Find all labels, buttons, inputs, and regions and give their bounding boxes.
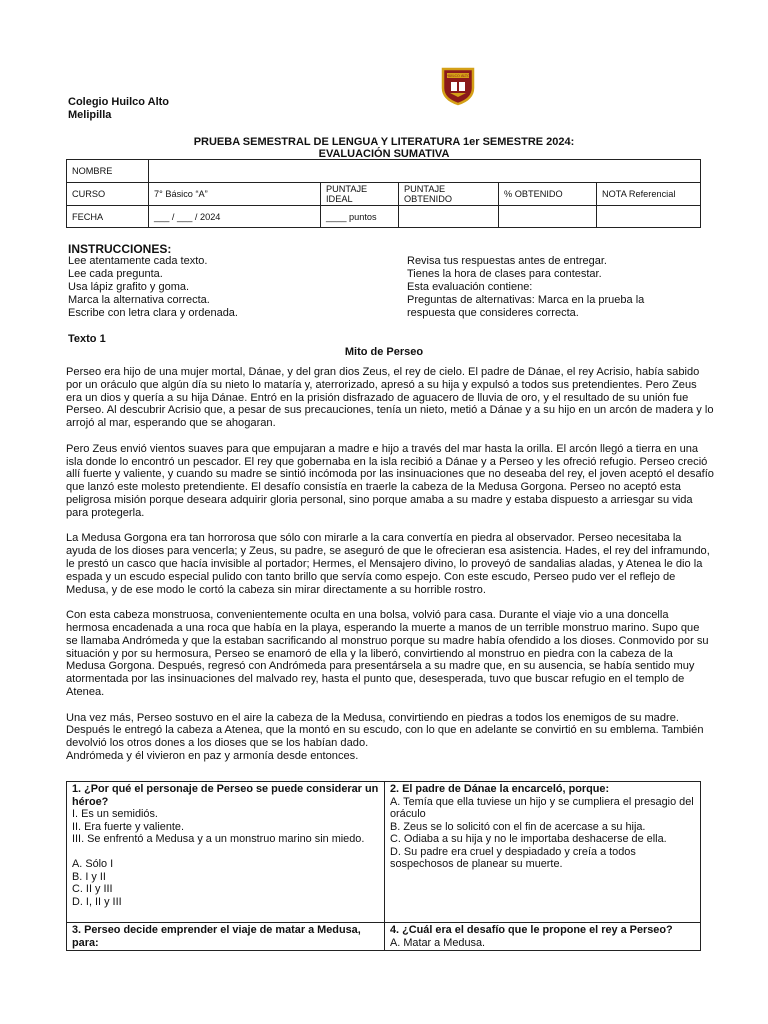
text1-body (66, 366, 714, 776)
question-1-statement: I. Es un semidiós. (72, 808, 158, 820)
instruction-item: Revisa tus respuestas antes de entregar. (407, 255, 607, 267)
paragraph: Una vez más, Perseo sostuvo en el aire la cabeza de la Medusa, convirtiendo en piedras a todos los enemigos de su madre. Después le entregó la cabeza a Atenea, que la montó en su escudo, con lo que en adelante se convirtió en su emblema. También devolvió los otros dones a los dioses que se los habían dado. Andrómeda y él vivieron en paz y armonía desde entonces. (66, 711, 704, 762)
puntaje-obtenido-label: PUNTAJE OBTENIDO (399, 183, 499, 206)
paragraph: Perseo era hijo de una mujer mortal, Dánae, y del gran dios Zeus, el rey de cielo. El padre de Dánae, el rey Acrisio, había sabido por un oráculo que algún día su nieto lo mataría y, aterrorizado, apresó a su hija y expulsó a todos sus pretendientes. Pero Zeus era un dios y quería a su hija Dánae. Entró en la prisión disfrazado de aguacero de lluvia de oro, y el resultado de su unión fue Perseo. Al descubrir Acrisio que, a pesar de sus precauciones, tenía un nieto, metió a Dánae y a su hijo en un arcón de madera y lo arrojó al mar, esperando que se ahogaran. (66, 366, 714, 430)
question-1-option[interactable]: B. I y II (72, 870, 106, 883)
puntos-value: ____ puntos (321, 206, 399, 228)
instruction-item: Escribe con letra clara y ordenada. (68, 307, 238, 319)
question-2 (385, 782, 701, 923)
obtenido-label: % OBTENIDO (499, 183, 597, 206)
instruction-item: Usa lápiz grafito y goma. (68, 281, 190, 293)
question-2-option[interactable]: D. Su padre era cruel y despiadado y creía a todos sospechosos de planear su muerte. (390, 845, 636, 870)
nota-label: NOTA Referencial (597, 183, 701, 206)
text1-label: Texto 1 (68, 333, 106, 345)
instruction-item: Lee atentamente cada texto. (68, 255, 208, 267)
school-info (68, 96, 169, 122)
question-1-option[interactable]: C. II y III (72, 883, 113, 895)
instruction-item: Marca la alternativa correcta. (68, 294, 210, 306)
page-title (0, 136, 768, 160)
nombre-label: NOMBRE (67, 160, 149, 183)
school-city: Melipilla (68, 109, 112, 121)
curso-label: CURSO (67, 183, 149, 206)
paragraph: Pero Zeus envió vientos suaves para que empujaran a madre e hijo a través del mar hasta la orilla. El arcón llegó a tierra en una isla donde lo encontró un pescador. El rey que gobernaba en la isla recibió a Dánae y a Perseo y les ofreció refugio. Perseo creció allí fuerte y valiente, y cuando su madre se sintió incómoda por las insinuaciones que no deseaba del rey, el joven aceptó el desafío que lanzó este molesto pretendiente. El desafío consistía en traerle la cabeza de la Medusa Gorgona. Perseo no aceptó esta peligrosa misión porque deseara adquirir gloria personal, sino porque amaba a su madre y estaba dispuesto a arriesgar su vida para protegerla. (66, 442, 714, 519)
logo-text: HUILCO ALTO (446, 74, 470, 78)
school-name: Colegio Huilco Alto (68, 96, 170, 108)
paragraph: Con esta cabeza monstruosa, convenientemente oculta en una bolsa, volvió para casa. Durante el viaje vio a una doncella hermosa encadenada a una roca que había en la playa, esperando la muerte a manos de un terrible monstruo marino. Supo que se llamaba Andrómeda y que la estaban sacrificando al monstruo porque su madre había ofendido a los dioses. Conmovido por su situación y por su hermosura, Perseo se enamoró de ella y la liberó, convirtiendo al monstruo en piedra con la cabeza de la Medusa Gorgona. Después, regresó con Andrómeda para presentársela a su madre que, en su ausencia, se había sentido muy atormentada por las insinuaciones del malvado rey, hasta el punto que, desesperada, tuvo que buscar refugio en el templo de Atenea. (66, 609, 709, 698)
question-3-title: 3. Perseo decide emprender el viaje de matar a Medusa, para: (72, 924, 361, 949)
instructions-left (68, 255, 238, 320)
question-1-statement: II. Era fuerte y valiente. (72, 820, 184, 833)
instructions-heading: INSTRUCCIONES: (68, 242, 172, 256)
instructions-right (407, 255, 644, 320)
question-4-option[interactable]: A. Matar a Medusa. (390, 936, 486, 949)
question-2-option[interactable]: C. Odiaba a su hija y no le importaba deshacerse de ella. (390, 833, 667, 845)
page-title-line2: EVALUACIÓN SUMATIVA (318, 148, 450, 160)
fecha-field[interactable]: ___ / ___ / 2024 (149, 206, 321, 228)
question-2-title: 2. El padre de Dánae la encarceló, porque: (390, 783, 610, 795)
question-4 (385, 923, 701, 951)
question-1-option[interactable]: D. I, II y III (72, 895, 122, 908)
school-logo (440, 66, 476, 106)
question-1-title: 1. ¿Por qué el personaje de Perseo se puede considerar un héroe? (72, 783, 379, 808)
question-2-option[interactable]: B. Zeus se lo solicitó con el fin de acercase a su hija. (390, 820, 646, 833)
text1-title: Mito de Perseo (344, 346, 424, 358)
paragraph: La Medusa Gorgona era tan horrorosa que sólo con mirarle a la cara convertía en piedra al observador. Perseo necesitaba la ayuda de los dioses para vencerla; y Zeus, su padre, se aseguró de que le ofrecieran esa asistencia. Hades, el rey del inframundo, le prestó un casco que hacía invisible al portador; Hermes, el Mensajero divino, lo proveyó de sandalias aladas, y Atenea le dio la espada y un escudo especial pulido con tanto brillo que servía como espejo. Con este escudo, Perseo pudo ver el reflejo de Medusa, y de ese modo le cortó la cabeza sin mirar directamente a su horrible rostro. (66, 532, 710, 596)
nota-field[interactable] (597, 206, 701, 228)
questions-table (66, 781, 701, 951)
question-4-title: 4. ¿Cuál era el desafío que le propone el rey a Perseo? (390, 924, 673, 936)
instruction-item: Lee cada pregunta. (68, 268, 163, 280)
puntaje-obtenido-field[interactable] (399, 206, 499, 228)
question-1-statement: III. Se enfrentó a Medusa y a un monstruo marino sin miedo. (72, 833, 365, 845)
question-1-option[interactable]: A. Sólo I (72, 858, 114, 870)
instruction-item: Esta evaluación contiene: (407, 281, 533, 293)
curso-value: 7° Básico “A” (149, 183, 321, 206)
question-3 (67, 923, 385, 951)
instruction-item: Tienes la hora de clases para contestar. (407, 268, 602, 280)
nombre-field[interactable] (149, 160, 701, 183)
page-title-line1: PRUEBA SEMESTRAL DE LENGUA Y LITERATURA 1er SEMESTRE 2024: (193, 136, 575, 148)
puntaje-ideal-label: PUNTAJE IDEAL (321, 183, 399, 206)
fecha-label: FECHA (67, 206, 149, 228)
instruction-item: Preguntas de alternativas: Marca en la prueba la (407, 294, 645, 306)
question-2-option[interactable]: A. Temía que ella tuviese un hijo y se cumpliera el presagio del oráculo (390, 795, 694, 820)
question-1 (67, 782, 385, 923)
instruction-item: respuesta que consideres correcta. (407, 307, 579, 319)
student-info-table (66, 159, 701, 228)
obtenido-field[interactable] (499, 206, 597, 228)
